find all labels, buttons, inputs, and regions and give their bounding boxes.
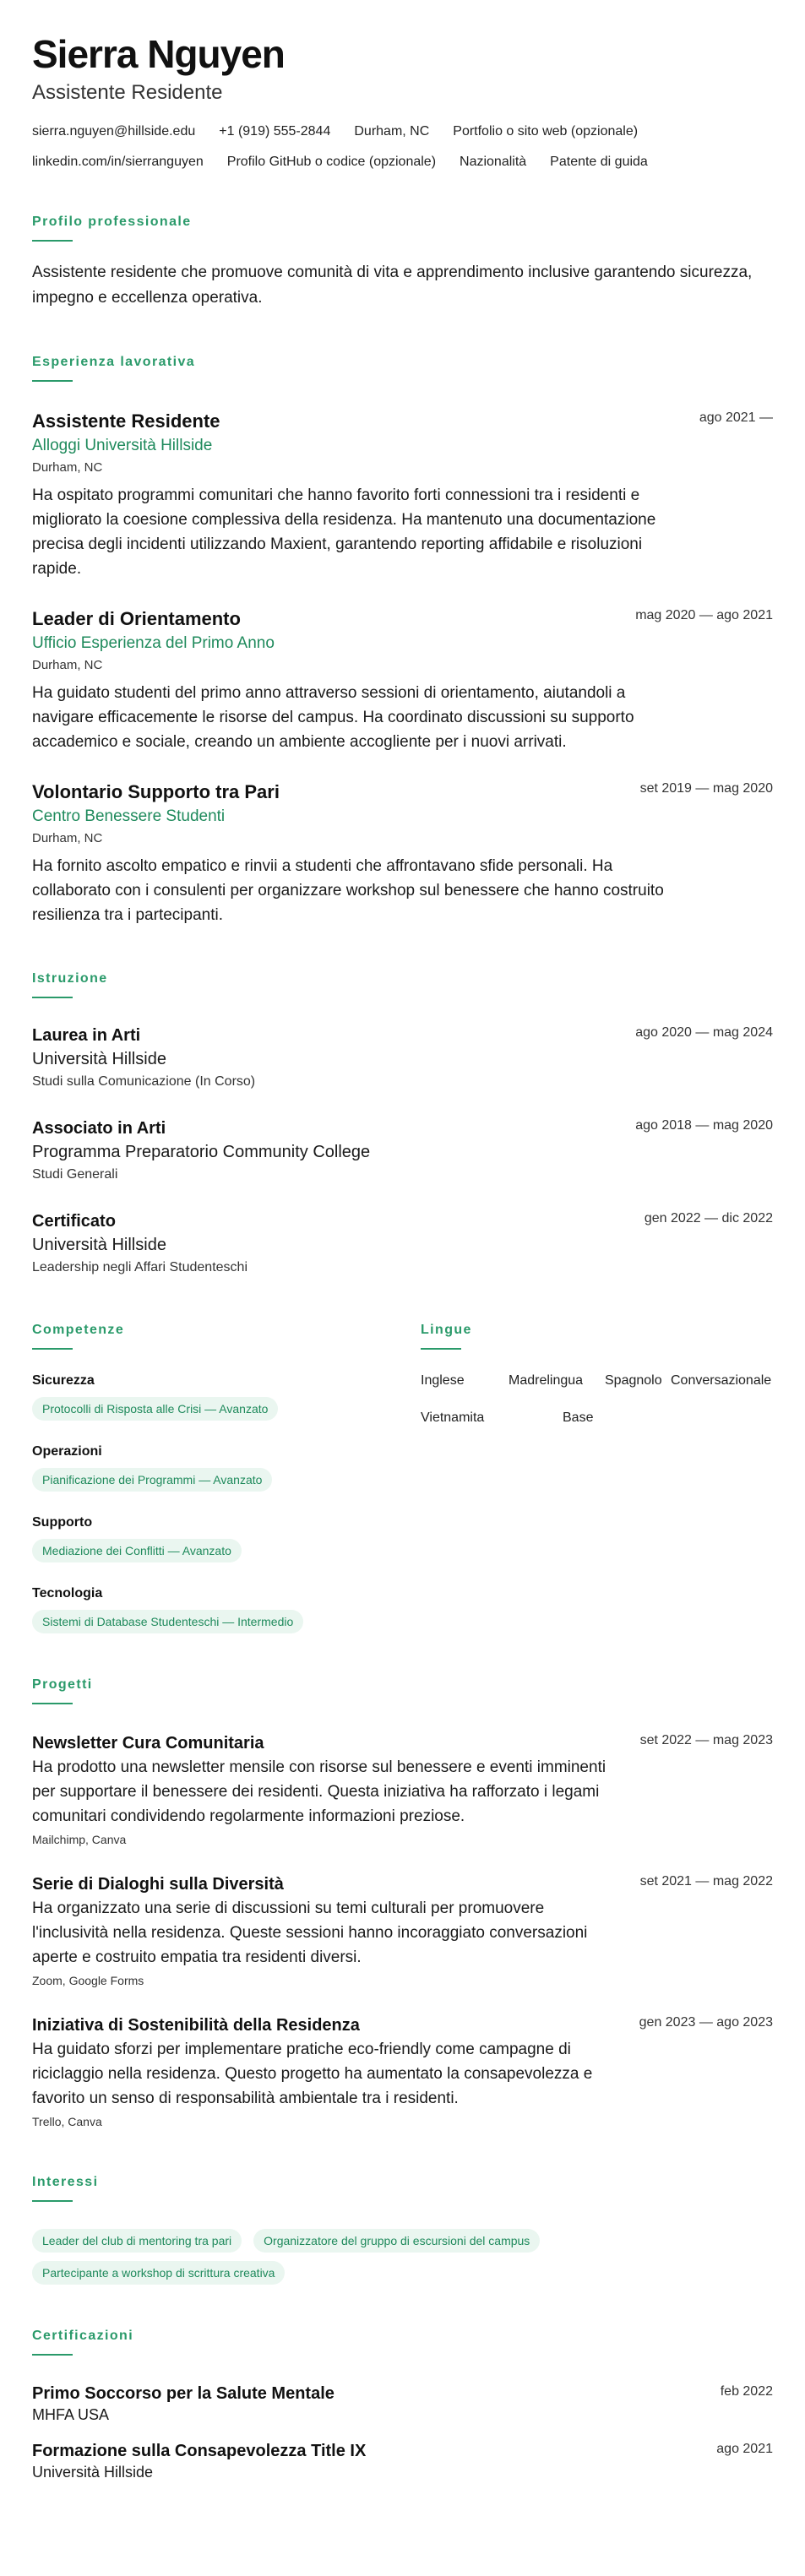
contact-portfolio[interactable]: Portfolio o sito web (opzionale): [453, 124, 639, 139]
education-field: Leadership negli Affari Studenteschi: [32, 1260, 247, 1274]
experience-location: Durham, NC: [32, 460, 103, 475]
language-name: Vietnamita: [421, 1410, 485, 1425]
project-description: Ha guidato sforzi per implementare pratiche eco-friendly come campagne di riciclaggio nella residenza. Questo progetto ha aumentato la consapevolezza e favorito un senso di responsabilità ambientale tra i residenti.: [32, 2041, 593, 2107]
certification-issuer: Università Hillside: [32, 2464, 154, 2481]
education-date: gen 2022 — dic 2022: [644, 1211, 773, 1226]
experience-date: set 2019 — mag 2020: [639, 781, 773, 796]
experience-location: Durham, NC: [32, 831, 103, 845]
skills-section: [32, 1321, 421, 1633]
language-row: [421, 1372, 773, 1390]
interest-chip: Partecipante a workshop di scrittura creativa: [32, 2261, 285, 2285]
education-degree: Laurea in Arti: [32, 1026, 141, 1045]
certification-name: Primo Soccorso per la Salute Mentale: [32, 2384, 335, 2403]
candidate-title: Assistente Residente: [32, 81, 223, 104]
education-date: ago 2018 — mag 2020: [635, 1118, 773, 1133]
skill-chip: Pianificazione dei Programmi — Avanzato: [32, 1468, 272, 1492]
certification-issuer: MHFA USA: [32, 2406, 110, 2423]
education-school: Programma Preparatorio Community College: [32, 1143, 371, 1161]
education-heading: Istruzione: [32, 971, 108, 986]
contact-nationality: Nazionalità: [460, 155, 527, 169]
projects-heading: Progetti: [32, 1677, 93, 1692]
education-degree: Certificato: [32, 1212, 116, 1231]
certification-entry: [32, 2440, 773, 2482]
section-rule: [32, 997, 73, 998]
project-entry: [32, 1731, 773, 1849]
section-rule: [32, 380, 73, 382]
profile-summary: Assistente residente che promuove comunità di vita e apprendimento inclusive garantendo sicurezza, impegno e eccellenza operativa.: [32, 264, 753, 307]
section-rule: [421, 1348, 461, 1350]
project-date: gen 2023 — ago 2023: [639, 2015, 773, 2030]
project-tools: Trello, Canva: [32, 2115, 102, 2128]
contact-list: [32, 123, 773, 171]
experience-description: Ha guidato studenti del primo anno attraverso sessioni di orientamento, aiutandoli a navigare efficacemente le risorse del campus. Ha coordinato discussioni su supporto accademico e sociale, creando un ambiente accogliente per i nuovi arrivati.: [32, 684, 634, 751]
skill-group: [32, 1514, 421, 1562]
experience-org: Centro Benessere Studenti: [32, 807, 226, 825]
education-school: Università Hillside: [32, 1236, 166, 1254]
contact-location: Durham, NC: [354, 124, 430, 139]
experience-entry: [32, 780, 773, 927]
skill-group: [32, 1584, 421, 1633]
experience-heading: Esperienza lavorativa: [32, 355, 196, 369]
language-row: [421, 1409, 773, 1427]
skills-languages-row: [32, 1321, 773, 1633]
project-entry: [32, 2014, 773, 2131]
skill-group: [32, 1372, 421, 1421]
project-tools: Zoom, Google Forms: [32, 1974, 144, 1987]
education-entry: [32, 1024, 773, 1093]
experience-entry: [32, 409, 773, 581]
project-date: set 2021 — mag 2022: [639, 1874, 773, 1889]
interests-list: [32, 2220, 773, 2285]
profile-heading: Profilo professionale: [32, 215, 192, 229]
education-school: Università Hillside: [32, 1050, 166, 1068]
project-entry: [32, 1872, 773, 1990]
education-field: Studi sulla Comunicazione (In Corso): [32, 1074, 256, 1089]
language-name: Inglese: [421, 1373, 465, 1388]
education-entry: [32, 1209, 773, 1279]
interest-chip: Organizzatore del gruppo di escursioni del campus: [253, 2229, 540, 2253]
certifications-heading: Certificazioni: [32, 2329, 134, 2343]
contact-linkedin[interactable]: linkedin.com/in/sierranguyen: [32, 155, 204, 169]
education-field: Studi Generali: [32, 1167, 118, 1182]
skill-chip: Mediazione dei Conflitti — Avanzato: [32, 1539, 242, 1562]
section-rule: [32, 2354, 73, 2356]
experience-description: Ha fornito ascolto empatico e rinvii a studenti che affrontavano sfide personali. Ha collaborato con i consulenti per organizzare workshop sul benessere che hanno costruito resilienza tra i partecipanti.: [32, 857, 664, 924]
education-date: ago 2020 — mag 2024: [635, 1025, 773, 1040]
project-date: set 2022 — mag 2023: [639, 1733, 773, 1747]
skill-chip: Protocolli di Risposta alle Crisi — Avanzato: [32, 1397, 278, 1421]
experience-role: Volontario Supporto tra Pari: [32, 781, 280, 802]
experience-role: Leader di Orientamento: [32, 608, 241, 629]
experience-role: Assistente Residente: [32, 410, 220, 432]
candidate-name: Sierra Nguyen: [32, 32, 285, 76]
project-description: Ha prodotto una newsletter mensile con risorse sul benessere e eventi imminenti per supportare il benessere dei residenti. Questa iniziativa ha rafforzato i legami comunitari condividendo regolarmente informazioni preziose.: [32, 1758, 606, 1825]
contact-license: Patente di guida: [550, 155, 648, 169]
education-entry: [32, 1117, 773, 1186]
skill-group-name: Tecnologia: [32, 1586, 103, 1600]
languages-heading: Lingue: [421, 1323, 472, 1337]
skill-group-name: Operazioni: [32, 1444, 102, 1459]
certification-entry: [32, 2383, 773, 2425]
certification-name: Formazione sulla Consapevolezza Title IX: [32, 2442, 367, 2460]
languages-section: [421, 1321, 773, 1633]
experience-location: Durham, NC: [32, 658, 103, 672]
skill-group: [32, 1443, 421, 1492]
language-level: Base: [563, 1410, 594, 1425]
project-name: Iniziativa di Sostenibilità della Residenza: [32, 2016, 360, 2035]
contact-phone[interactable]: +1 (919) 555-2844: [219, 124, 331, 139]
section-rule: [32, 1348, 73, 1350]
section-rule: [32, 2200, 73, 2202]
language-level: Madrelingua: [509, 1373, 584, 1388]
contact-github[interactable]: Profilo GitHub o codice (opzionale): [226, 155, 437, 169]
language-name: Spagnolo: [605, 1373, 662, 1388]
section-rule: [32, 1703, 73, 1704]
experience-date: mag 2020 — ago 2021: [635, 608, 773, 622]
project-name: Serie di Dialoghi sulla Diversità: [32, 1875, 284, 1894]
experience-description: Ha ospitato programmi comunitari che hanno favorito forti connessioni tra i residenti e migliorato la coesione complessiva della residenza. Ha mantenuto una documentazione precisa degli incidenti utilizzando Maxient, garantendo reporting affidabile e risoluzioni rapide.: [32, 486, 656, 578]
certification-date: feb 2022: [720, 2384, 773, 2399]
interests-heading: Interessi: [32, 2175, 99, 2189]
interest-chip: Leader del club di mentoring tra pari: [32, 2229, 242, 2253]
project-tools: Mailchimp, Canva: [32, 1833, 127, 1846]
skill-chip: Sistemi di Database Studenteschi — Intermedio: [32, 1610, 303, 1633]
project-name: Newsletter Cura Comunitaria: [32, 1734, 264, 1753]
skill-group-name: Sicurezza: [32, 1373, 95, 1388]
language-level: Conversazionale: [671, 1373, 772, 1388]
skills-heading: Competenze: [32, 1323, 125, 1337]
skill-group-name: Supporto: [32, 1515, 93, 1530]
experience-org: Ufficio Esperienza del Primo Anno: [32, 634, 275, 652]
certification-date: ago 2021: [716, 2442, 773, 2456]
experience-entry: [32, 606, 773, 754]
experience-org: Alloggi Università Hillside: [32, 437, 213, 454]
section-rule: [32, 240, 73, 242]
project-description: Ha organizzato una serie di discussioni su temi culturali per promuovere l'inclusività nella residenza. Queste sessioni hanno incoraggiato conversazioni aperte e costruito empatia tra residenti diversi.: [32, 1899, 588, 1966]
experience-date: ago 2021 —: [699, 410, 773, 425]
contact-email[interactable]: sierra.nguyen@hillside.edu: [32, 124, 196, 139]
education-degree: Associato in Arti: [32, 1119, 166, 1138]
